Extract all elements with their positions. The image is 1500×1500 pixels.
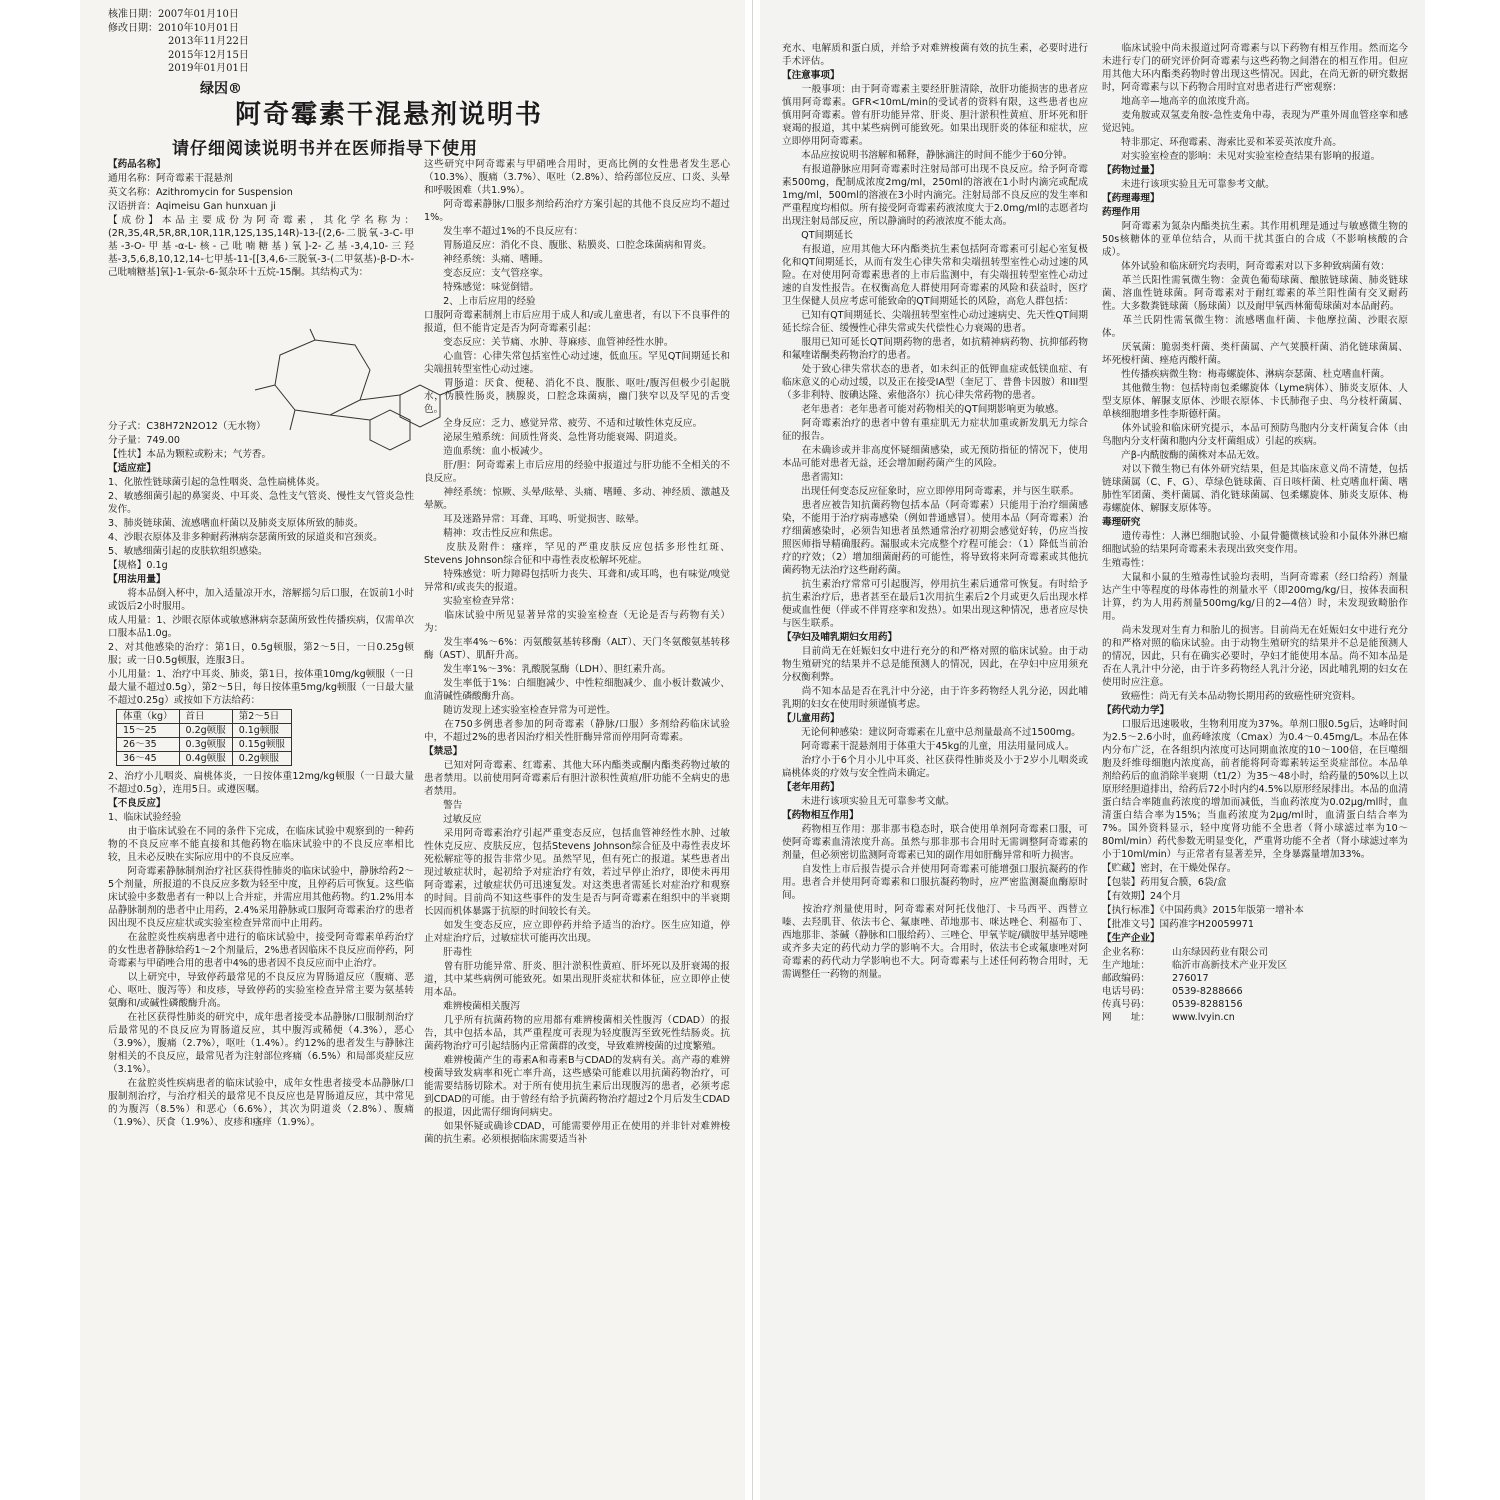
section-heading: 【老年用药】	[782, 782, 840, 793]
paragraph: 尚不知本品是否在乳汁中分泌，由于许多药物经人乳分泌，因此哺乳期的妇女在使用时须谨慎考虑。	[782, 686, 1088, 710]
paragraph: 对实验室检查的影响：未见对实验室检查结果有影响的报道。	[1102, 151, 1381, 162]
paragraph: 神经系统：惊厥、头晕/眩晕、头痛、嗜睡、多动、神经质、激越及晕厥。	[424, 487, 730, 511]
manufacturer-info-row	[1102, 946, 1408, 959]
paragraph: 几乎所有抗菌药物的应用都有难辨梭菌相关性腹泻（CDAD）的报告，其中包括本品，其严重程度可表现为轻度腹泻至致死性结肠炎。抗菌药物治疗可引起结肠内正常菌群的改变，导致难辨梭菌的过度繁殖。	[424, 1015, 730, 1052]
table-header-cell: 体重（kg）	[117, 710, 180, 724]
section-heading: 【药物过量】	[1102, 165, 1160, 176]
section-heading: 【注意事项】	[782, 70, 840, 81]
paragraph: 通用名称：阿奇霉素干混悬剂	[108, 173, 233, 184]
paragraph: 肝/胆：阿奇霉素上市后应用的经验中报道过与肝功能不全相关的不良反应。	[424, 460, 730, 484]
info-value: 276017	[1172, 973, 1209, 984]
paragraph: 特殊感觉：听力障碍包括听力丧失、耳聋和/或耳鸣，也有味觉/嗅觉异常和/或丧失的报道。	[424, 569, 730, 593]
paragraph: 地高辛—地高辛的血浓度升高。	[1102, 96, 1256, 107]
paragraph: 患者应被告知抗菌药物包括本品（阿奇霉素）只能用于治疗细菌感染，不能用于治疗病毒感染（例如普通感冒）。使用本品（阿奇霉素）治疗细菌感染时，必须告知患者虽然通常治疗初期会感觉好转，仍应当按照医师指导精确服药。漏服或未完成整个疗程可能会：（1）降低当前治疗的疗效；（2）增加细菌耐药的可能性，将导致将来阿奇霉素或其他抗菌药物无法治疗这些耐药菌。	[782, 500, 1088, 576]
paragraph: 无论何种感染：建议阿奇霉素在儿童中总剂量最高不过1500mg。	[782, 727, 1081, 738]
paragraph: 【执行标准】《中国药典》2015年版第一增补本	[1102, 905, 1304, 916]
paragraph: 体外试验和临床研究均表明，阿奇霉素对以下多种致病菌有效：	[1102, 261, 1390, 272]
right-sheet	[760, 0, 1425, 1500]
manufacturer-info-row	[1102, 1011, 1408, 1024]
left-column-1	[108, 158, 414, 1130]
section-heading: 【药品名称】	[108, 159, 166, 170]
paragraph: 产β-内酰胺酶的菌株对本品无效。	[1102, 450, 1266, 461]
section-heading: 药理作用	[1102, 207, 1141, 218]
paragraph: 过敏反应	[424, 814, 482, 825]
paragraph: 按治疗剂量使用时，阿奇霉素对阿托伐他汀、卡马西平、西替立嗪、去羟肌苷、依法韦仑、氟康唑、茚地那韦、咪达唑仑、利福布丁、西地那非、茶碱（静脉和口服给药）、三唑仑、甲氧苄啶/磺胺甲基异噁唑或齐多夫定的药代动力学的影响不大。合用时，依法韦仑或氟康唑对阿奇霉素的药代动力学影响也不大。阿奇霉素与上述任何药物合用时，无需调整任一药物的剂量。	[782, 904, 1088, 980]
left-column-2	[424, 158, 730, 1147]
paragraph: 2、治疗小儿咽炎、扁桃体炎，一日按体重12mg/kg顿服（一日最大量不超过0.5g），连用5日。或遵医嘱。	[108, 771, 414, 795]
paragraph: 已知对阿奇霉素、红霉素、其他大环内酯类或酮内酯类药物过敏的患者禁用。以前使用阿奇霉素后有胆汁淤积性黄疸/肝功能不全病史的患者禁用。	[424, 760, 730, 797]
table-cell: 0.2g顿服	[232, 752, 291, 766]
paragraph: 厌氧菌：脆弱类杆菌、类杆菌属、产气荚膜杆菌、消化链球菌属、坏死梭杆菌、痤疮丙酸杆菌。	[1102, 342, 1408, 366]
paragraph: 有报道，应用其他大环内酯类抗生素包括阿奇霉素可引起心室复极化和QT间期延长，从而有发生心律失常和尖端扭转型室性心动过速的风险。在对使用阿奇霉素患者的上市后监测中，有尖端扭转型室性心动过速的自发性报告。在权衡高危人群使用阿奇霉素的风险和获益时，医疗卫生保健人员应考虑可能致命的QT间期延长的风险，高危人群包括：	[782, 244, 1088, 307]
paragraph: 未进行该项实验且无可靠参考文献。	[1102, 179, 1275, 190]
paragraph: 口服后迅速吸收，生物利用度为37%。单剂口服0.5g后，达峰时间为2.5～2.6小时，血药峰浓度（Cmax）为0.4～0.45mg/L。本品在体内分布广泛，在各组织内浓度可达同期血浓度的10～100倍，在巨噬细胞及纤维母细胞内浓度高，前者能将阿奇霉素转运至炎症部位。本品单剂给药后的血消除半衰期（t1/2）为35～48小时，给药量的50%以上以原形经胆道排出，给药后72小时内约4.5%以原形经尿排出。本品的血清蛋白结合率随血药浓度的增加而减低，当血药浓度为0.02μg/ml时，血清蛋白结合率为15%；当血药浓度为2μg/ml时，血清蛋白结合率为7%。国外资料显示，轻中度肾功能不全患者（肾小球滤过率为10～80ml/min）药代参数无明显变化，严重肾功能不全者（肾小球滤过率为小于10ml/min）与正常者有显著差异，全身暴露量增加33%。	[1102, 719, 1408, 860]
section-heading: 【孕妇及哺乳期妇女用药】	[782, 632, 898, 643]
info-label: 企业名称：	[1102, 947, 1150, 958]
paragraph: 【性状】本品为颗粒或粉末；气芳香。	[108, 449, 272, 460]
right-column-1	[782, 42, 1088, 982]
paragraph: 采用阿奇霉素治疗引起严重变态反应，包括血管神经性水肿、过敏性休克反应、皮肤反应，包括Stevens Johnson综合征及中毒性表皮坏死松解症等的报告非常少见。虽然罕见，但有死亡的报道。某些患者出现过敏症状时，起初给予对症治疗有效，若过早停止治疗，即使未再用阿奇霉素，过敏症状仍可迅速复发。对这类患者需延长对症治疗和观察的时间。目前尚不知这些事件的发生是否与阿奇霉素在组织中的半衰期长因而机体暴露于抗原的时间较长有关。	[424, 828, 730, 917]
right-column-2	[1102, 42, 1408, 1024]
paragraph: 在盆腔炎性疾病患者中进行的临床试验中，接受阿奇霉素单药治疗的女性患者静脉给药1～2个剂量后，2%患者因临床不良反应而停药，阿奇霉素与甲硝唑合用的患者中4%的患者因不良反应而中止治疗。	[108, 932, 414, 969]
paragraph: 这些研究中阿奇霉素与甲硝唑合用时，更高比例的女性患者发生恶心（10.3%）、腹痛（3.7%）、呕吐（2.8%）、给药部位反应、口炎、头晕和呼吸困难（共1.9%）。	[424, 159, 730, 196]
manufacturer-info-row	[1102, 972, 1408, 985]
paragraph: 革兰氏阳性需氧微生物：金黄色葡萄球菌、酿脓链球菌、肺炎链球菌、溶血性链球菌。阿奇霉素对于耐红霉素的革兰阳性菌有交叉耐药性。大多数粪链球菌（肠球菌）以及耐甲氧西林葡萄球菌对本品耐药。	[1102, 275, 1408, 312]
paragraph: 临床试验中尚未报道过阿奇霉素与以下药物有相互作用。然而迄今未进行专门的研究评价阿奇霉素与这些药物之间潜在的相互作用。但应用其他大环内酯类药物时曾出现这些情况。因此，在尚无新的研究数据时，阿奇霉素与以下药物合用时宜对患者进行严密观察：	[1102, 43, 1408, 93]
paragraph: 对以下微生物已有体外研究结果，但是其临床意义尚不清楚，包括链球菌属（C、F、G）、草绿色链球菌、百日咳杆菌、杜克嗜血杆菌、嗜肺性军团菌、类杆菌属、消化链球菌属、包柔螺旋体、肺炎支原体、梅毒螺旋体、解脲支原体等。	[1102, 464, 1408, 514]
paragraph: 未进行该项实验且无可靠参考文献。	[782, 796, 955, 807]
paragraph: 曾有肝功能异常、肝炎、胆汁淤积性黄疸、肝坏死以及肝衰竭的报道，其中某些病例可能致死。如果出现肝炎症状和体征，应立即停止使用本品。	[424, 961, 730, 998]
info-value: 0539-8288666	[1172, 986, 1243, 997]
paragraph: 由于临床试验在不同的条件下完成，在临床试验中观察到的一种药物的不良反应率不能直接和其他药物在临床试验中的不良反应率相比较，且未必反映在实际应用中的不良反应率。	[108, 826, 414, 863]
paragraph: 泌尿生殖系统：间质性肾炎、急性肾功能衰竭、阴道炎。	[424, 432, 684, 443]
paragraph: 实验室检查异常：	[424, 596, 520, 607]
table-row	[117, 738, 292, 752]
left-sheet	[80, 0, 745, 1500]
paragraph: 肝毒性	[424, 947, 472, 958]
paragraph: 口服阿奇霉素制剂上市后应用于成人和/或儿童患者，有以下不良事件的报道，但不能肯定是否为阿奇霉素引起：	[424, 310, 730, 334]
paragraph: 生殖毒性：	[1102, 558, 1150, 569]
paragraph: 发生率4%～6%：丙氨酸氨基转移酶（ALT）、天门冬氨酸氨基转移酶（AST）、肌酐升高。	[424, 637, 730, 661]
structure-space	[108, 280, 414, 420]
section-heading: 【不良反应】	[108, 798, 166, 809]
paragraph: 性传播疾病微生物：梅毒螺旋体、淋病奈瑟菌、杜克嗜血杆菌。	[1102, 369, 1390, 380]
paragraph: 心血管：心律失常包括室性心动过速，低血压。罕见QT间期延长和尖端扭转型室性心动过速。	[424, 351, 730, 375]
section-heading: 【用法用量】	[108, 574, 166, 585]
paragraph: 阿奇霉素静脉制剂治疗社区获得性肺炎的临床试验中，静脉给药2～5个剂量，所报道的不良反应多数为轻至中度，且停药后可恢复。这些临床试验中多数患者有一种以上合并症，并需应用其他药物。约1.2%用本品静脉制剂的患者中止用药，2.4%采用静脉或口服阿奇霉素治疗的患者因出现不良反应症状或实验室检查异常而中止用药。	[108, 866, 414, 929]
paragraph: 阿奇霉素干混悬剂用于体重大于45kg的儿童，用法用量同成人。	[782, 741, 1075, 752]
paragraph: 在盆腔炎性疾病患者的临床试验中，成年女性患者接受本品静脉/口服制剂治疗，与治疗相关的最常见不良反应也是胃肠道反应，其中常见的为腹泻（8.5%）和恶心（6.6%），其次为阴道炎（2.8%）、腹痛（1.9%）、厌食（1.9%）、皮疹和瘙痒（1.9%）。	[108, 1078, 414, 1128]
paragraph: 【批准文号】国药准字H20059971	[1102, 919, 1254, 930]
paragraph: 3、肺炎链球菌、流感嗜血杆菌以及肺炎支原体所致的肺炎。	[108, 518, 364, 529]
info-value: 临沂市高新技术产业开发区	[1172, 960, 1288, 971]
table-header-cell: 首日	[179, 710, 232, 724]
paragraph: 如果怀疑或确诊CDAD，可能需要停用正在使用的并非针对难辨梭菌的抗生素。必须根据临床需要适当补	[424, 1121, 730, 1145]
paragraph: 【规格】0.1g	[108, 560, 168, 571]
paragraph: 其他微生物：包括特南包柔螺旋体（Lyme病体）、肺炎支原体、人型支原体、解脲支原体、沙眼衣原体、卡氏肺孢子虫、鸟分枝杆菌属、单核细胞增多性李斯德杆菌。	[1102, 383, 1408, 420]
paragraph: 特殊感觉：味觉倒错。	[424, 282, 540, 293]
paragraph: 阿奇霉素治疗的患者中曾有重症肌无力症状加重或新发肌无力综合征的报告。	[782, 418, 1088, 442]
info-label: 电话号码：	[1102, 986, 1150, 997]
paragraph: 随访发现上述实验室检查异常为可逆性。	[424, 705, 616, 716]
paragraph: 胃肠道：厌食、便秘、消化不良、腹胀、呕吐/腹泻但极少引起脱水，伪膜性肠炎，胰腺炎，口腔念珠菌病，幽门狭窄以及罕见的舌变色。	[424, 378, 730, 415]
section-heading: 【生产企业】	[1102, 933, 1160, 944]
table-cell: 0.15g顿服	[232, 738, 291, 752]
table-cell: 15～25	[117, 724, 180, 738]
paragraph: 以上研究中，导致停药最常见的不良反应为胃肠道反应（腹痛、恶心、呕吐、腹泻等）和皮疹，导致停药的实验室检查异常主要为氨基转氨酶和/或碱性磷酸酶升高。	[108, 972, 414, 1009]
paragraph: 全身反应：乏力、感觉异常、疲劳、不适和过敏性休克反应。	[424, 418, 703, 429]
manufacturer-info-row	[1102, 985, 1408, 998]
paragraph: 麦角胺或双氢麦角胺-急性麦角中毒，表现为严重外周血管痉挛和感觉迟钝。	[1102, 110, 1408, 134]
info-value: 0539-8288156	[1172, 999, 1243, 1010]
info-label: 网 址：	[1102, 1012, 1150, 1023]
pediatric-dose-table	[116, 709, 292, 766]
table-cell: 0.3g顿服	[179, 738, 232, 752]
paragraph: 1、化脓性链球菌引起的急性咽炎、急性扁桃体炎。	[108, 477, 326, 488]
paragraph: 体外试验和临床研究提示，本品可预防鸟胞内分支杆菌复合体（由鸟胞内分支杆菌和胞内分支杆菌组成）引起的疾病。	[1102, 423, 1408, 447]
paragraph: 难辨梭菌相关腹泻	[424, 1001, 520, 1012]
paragraph: 将本品倒入杯中，加入适量凉开水，溶解摇匀后口服，在饭前1小时或饭后2小时服用。	[108, 588, 414, 612]
paragraph: 目前尚无在妊娠妇女中进行充分的和严格对照的临床试验。由于动物生殖研究的结果并不总是能预测人的情况，因此，在孕妇中应用须充分权衡利弊。	[782, 646, 1088, 683]
paragraph: 本品应按说明书溶解和稀释，静脉滴注的时间不能少于60分钟。	[782, 150, 1073, 161]
table-cell: 0.2g顿服	[179, 724, 232, 738]
paragraph: 发生率不超过1%的不良反应有：	[424, 226, 584, 237]
table-header-cell: 第2～5日	[232, 710, 291, 724]
table-row	[117, 724, 292, 738]
paragraph: 在未确诊或并非高度怀疑细菌感染，或无预防指征的情况下，使用本品可能对患者无益，还会增加耐药菌产生的风险。	[782, 445, 1088, 469]
document-title: 阿奇霉素干混悬剂说明书	[235, 100, 544, 130]
paragraph: 充水、电解质和蛋白质，并给予对难辨梭菌有效的抗生素，必要时进行手术评估。	[782, 43, 1088, 67]
paragraph: 特非那定、环孢霉素、海索比妥和苯妥英浓度升高。	[1102, 137, 1342, 148]
manufacturer-info-row	[1102, 998, 1408, 1011]
paragraph: 2、对其他感染的治疗：第1日，0.5g顿服，第2～5日，一日0.25g顿服；或一日0.5g顿服，连服3日。	[108, 642, 414, 666]
paragraph: 患者需知：	[782, 472, 850, 483]
paragraph: 汉语拼音：Aqimeisu Gan hunxuan ji	[108, 201, 276, 212]
brand-logo: 绿因®	[200, 81, 242, 97]
paragraph: 遗传毒性：人淋巴细胞试验、小鼠骨髓微核试验和小鼠体外淋巴瘤细胞试验的结果阿奇霉素未表现出致突变作用。	[1102, 531, 1408, 555]
paragraph: 发生率1%～3%：乳酸脱氢酶（LDH）、胆红素升高。	[424, 664, 672, 675]
revision-date: 核准日期：2007年01月10日	[108, 9, 239, 20]
paragraph: 革兰氏阴性需氧微生物：流感嗜血杆菌、卡他摩拉菌、沙眼衣原体。	[1102, 315, 1408, 339]
paper-edge	[752, 0, 753, 1500]
revision-date: 2015年12月15日	[168, 49, 249, 61]
table-row	[117, 752, 292, 766]
section-heading: 毒理研究	[1102, 517, 1141, 528]
paragraph: 治疗小于6个月小儿中耳炎、社区获得性肺炎及小于2岁小儿咽炎或扁桃体炎的疗效与安全性尚未确定。	[782, 755, 1088, 779]
paragraph: 有报道静脉应用阿奇霉素时注射局部可出现不良反应。给予阿奇霉素500mg，配制成浓度2mg/ml，250ml的溶液在1小时内滴完或配成1mg/ml，500ml的溶液在3小时内滴完。注射局部不良反应的发生率和严重程度均相似。所有接受阿奇霉素药液浓度大于2.0mg/ml的志愿者均出现注射局部反应，所以静滴时的药液浓度不能太高。	[782, 164, 1088, 227]
paragraph: 服用已知可延长QT间期药物的患者，如抗精神病药物、抗抑郁药物和氟喹诺酮类药物治疗的患者。	[782, 337, 1088, 361]
section-heading: 【药代动力学】	[1102, 705, 1170, 716]
paragraph: 阿奇霉素静脉/口服多剂给药治疗方案引起的其他不良反应均不超过1%。	[424, 199, 730, 223]
paragraph: 【有效期】24个月	[1102, 891, 1182, 902]
paragraph: 2、上市后应用的经验	[424, 296, 536, 307]
revision-date: 2013年11月22日	[168, 36, 249, 47]
section-heading: 【儿童用药】	[782, 713, 840, 724]
paragraph: 分子量：749.00	[108, 435, 180, 446]
paragraph: 已知有QT间期延长、尖端扭转型室性心动过速病史、先天性QT间期延长综合征、缓慢性心律失常或失代偿性心力衰竭的患者。	[782, 310, 1088, 334]
paragraph: 1、临床试验经验	[108, 812, 182, 823]
document-subtitle: 请仔细阅读说明书并在医师指导下使用	[172, 139, 478, 159]
paragraph: 5、敏感细菌引起的皮肤软组织感染。	[108, 546, 268, 557]
table-cell: 36～45	[117, 752, 180, 766]
section-heading: 【药物相互作用】	[782, 810, 859, 821]
revision-date: 修改日期：2010年10月01日	[108, 22, 239, 34]
paragraph: 警告	[424, 800, 463, 811]
info-label: 传真号码：	[1102, 999, 1150, 1010]
table-cell: 0.4g顿服	[179, 752, 232, 766]
paragraph: 2、敏感细菌引起的鼻窦炎、中耳炎、急性支气管炎、慢性支气管炎急性发作。	[108, 491, 414, 515]
paragraph: 处于致心律失常状态的患者，如未纠正的低钾血症或低镁血症、有临床意义的心动过缓，以及正在接受IA型（奎尼丁、普鲁卡因胺）和III型（多非利特、胺碘达隆、索他洛尔）抗心律失常药物的患者。	[782, 364, 1088, 401]
section-heading: 【药理毒理】	[1102, 193, 1160, 204]
paragraph: 耳及迷路异常：耳聋、耳鸣、听觉损害、眩晕。	[424, 514, 645, 525]
paragraph: 药物相互作用：那非那韦稳态时，联合使用单剂阿奇霉素口服，可使阿奇霉素血清浓度升高。虽然与那非那韦合用时无需调整阿奇霉素的剂量，但必须密切监测阿奇霉素已知的副作用如肝酶异常和听力损害。	[782, 824, 1088, 861]
paragraph: 尚未发现对生育力和胎儿的损害。目前尚无在妊娠妇女中进行充分的和严格对照的临床试验。由于动物生殖研究的结果并不总是能预测人的情况，因此，只有在确实必要时，孕妇才能使用本品。尚不知本品是否在人乳汁中分泌，由于许多药物经人乳汁分泌，因此哺乳期的妇女在使用时应注意。	[1102, 625, 1408, 688]
paragraph: 皮肤及附件：瘙痒，罕见的严重皮肤反应包括多形性红斑、Stevens Johnson综合征和中毒性表皮松解坏死症。	[424, 542, 730, 566]
paragraph: 英文名称：Azithromycin for Suspension	[108, 187, 293, 198]
paragraph: 抗生素治疗常常可引起腹泻，停用抗生素后通常可恢复。有时给予抗生素治疗后，患者甚至在最后1次用抗生素后2个月或更久后出现水样便或血性便（伴或不伴胃痉挛和发热）。如果出现这种情况，患者应尽快与医生联系。	[782, 579, 1088, 629]
paragraph: 【贮藏】密封，在干燥处保存。	[1102, 863, 1237, 874]
paragraph: 【成份】本品主要成份为阿奇霉素，其化学名称为：(2R,3S,4R,5R,8R,10R,11R,12S,13S,14R)-13-[(2,6-二脱氧-3-C-甲基-3-O-甲基-α-L-核-己吡喃糖基)氧]-2-乙基-3,4,10-三羟基-3,5,6,8,10,12,14-七甲基-11-[[3,4,6-三脱氧-3-(二甲氨基)-β-D-木-己吡喃糖基]氧]-1-氧杂-6-氮杂环十五烷-15酮。其结构式为：	[108, 215, 414, 278]
table-cell: 26～35	[117, 738, 180, 752]
paragraph: 胃肠道反应：消化不良、腹胀、粘膜炎、口腔念珠菌病和胃炎。	[424, 240, 712, 251]
info-value: 山东绿因药业有限公司	[1172, 947, 1268, 958]
paragraph: 变态反应：支气管痉挛。	[424, 268, 549, 279]
section-heading: 【适应症】	[108, 463, 156, 474]
paragraph: 造血系统：血小板减少。	[424, 446, 549, 457]
info-label: 生产地址：	[1102, 960, 1150, 971]
paragraph: 神经系统：头痛、嗜睡。	[424, 254, 549, 265]
paragraph: QT间期延长	[782, 230, 853, 241]
paragraph: 变态反应：关节痛、水肿、荨麻疹、血管神经性水肿。	[424, 337, 674, 348]
info-value: www.lvyin.cn	[1172, 1012, 1235, 1023]
paragraph: 出现任何变态反应征象时，应立即停用阿奇霉素，并与医生联系。	[782, 486, 1080, 497]
paragraph: 在社区获得性肺炎的研究中，成年患者接受本品静脉/口服制剂治疗后最常见的不良反应为胃肠道反应，其中腹泻或稀便（4.3%），恶心（3.9%），腹痛（2.7%），呕吐（1.4%）。约12%的患者发生与静脉注射相关的不良反应，最常见者为注射部位疼痛（6.5%）和局部炎症反应（3.1%）。	[108, 1012, 414, 1075]
paragraph: 发生率低于1%：白细胞减少、中性粒细胞减少、血小板计数减少、血清碱性磷酸酶升高。	[424, 678, 730, 702]
paragraph: 如发生变态反应，应立即停药并给予适当的治疗。医生应知道，停止对症治疗后，过敏症状可能再次出现。	[424, 920, 730, 944]
paragraph: 临床试验中所见显著异常的实验室检查（无论是否与药物有关）为：	[424, 610, 730, 634]
paragraph: 4、沙眼衣原体及非多种耐药淋病奈瑟菌所致的尿道炎和宫颈炎。	[108, 532, 383, 543]
table-cell: 0.1g顿服	[232, 724, 291, 738]
section-heading: 【禁忌】	[424, 746, 463, 757]
paragraph: 一般事项：由于阿奇霉素主要经肝脏清除，故肝功能损害的患者应慎用阿奇霉素。GFR<10mL/min的受试者的资料有限，这些患者也应慎用阿奇霉素。曾有肝功能异常、肝炎、胆汁淤积性黄疸、肝坏死和肝衰竭的报道，其中某些病例可能致死。如果出现肝炎的体征和症状，应立即停用阿奇霉素。	[782, 84, 1088, 147]
revision-date: 2019年01月01日	[168, 63, 249, 74]
paragraph: 精神：攻击性反应和焦虑。	[424, 528, 559, 539]
revision-dates	[108, 8, 249, 76]
paragraph: 自发性上市后报告提示合并使用阿奇霉素可能增强口服抗凝药的作用。患者合并使用阿奇霉素和口服抗凝药物时，应严密监测凝血酶原时间。	[782, 864, 1088, 901]
paragraph: 成人用量：1、沙眼衣原体或敏感淋病奈瑟菌所致性传播疾病，仅需单次口服本品1.0g。	[108, 615, 414, 639]
paragraph: 在750多例患者参加的阿奇霉素（静脉/口服）多剂给药临床试验中，不超过2%的患者因治疗相关性肝酶异常而停用阿奇霉素。	[424, 719, 730, 743]
paragraph: 分子式：C38H72N2O12（无水物）	[108, 421, 266, 432]
info-label: 邮政编码：	[1102, 973, 1150, 984]
paragraph: 致癌性：尚无有关本品动物长期用药的致癌性研究资料。	[1102, 691, 1362, 702]
paragraph: 阿奇霉素为氮杂内酯类抗生素。其作用机理是通过与敏感微生物的50s核糖体的亚单位结合，从而干扰其蛋白的合成（不影响核酸的合成）。	[1102, 221, 1408, 258]
paragraph: 大鼠和小鼠的生殖毒性试验均表明，当阿奇霉素（经口给药）剂量达产生中等程度的母体毒性的剂量水平（即200mg/kg/日，按体表面积计算，约为人用药剂量500mg/kg/日的2—4倍）时，未发现致畸胎作用。	[1102, 572, 1408, 622]
paragraph: 老年患者：老年患者可能对药物相关的QT间期影响更为敏感。	[782, 404, 1065, 415]
paragraph: 【包装】药用复合膜，6袋/盒	[1102, 877, 1227, 888]
manufacturer-info-row	[1102, 959, 1408, 972]
paragraph: 难辨梭菌产生的毒素A和毒素B与CDAD的发病有关。高产毒的难辨梭菌导致发病率和死亡率升高，这些感染可能难以用抗菌药物治疗，可能需要结肠切除术。对于所有使用抗生素后出现腹泻的患者，必须考虑到CDAD的可能。由于曾经有给予抗菌药物治疗超过2个月后发生CDAD的报道，因此需仔细询问病史。	[424, 1055, 730, 1118]
paragraph: 小儿用量：1、治疗中耳炎、肺炎，第1日，按体重10mg/kg顿服（一日最大量不超过0.5g），第2～5日，每日按体重5mg/kg顿服（一日最大量不超过0.25g）或按如下方法给药：	[108, 669, 414, 706]
